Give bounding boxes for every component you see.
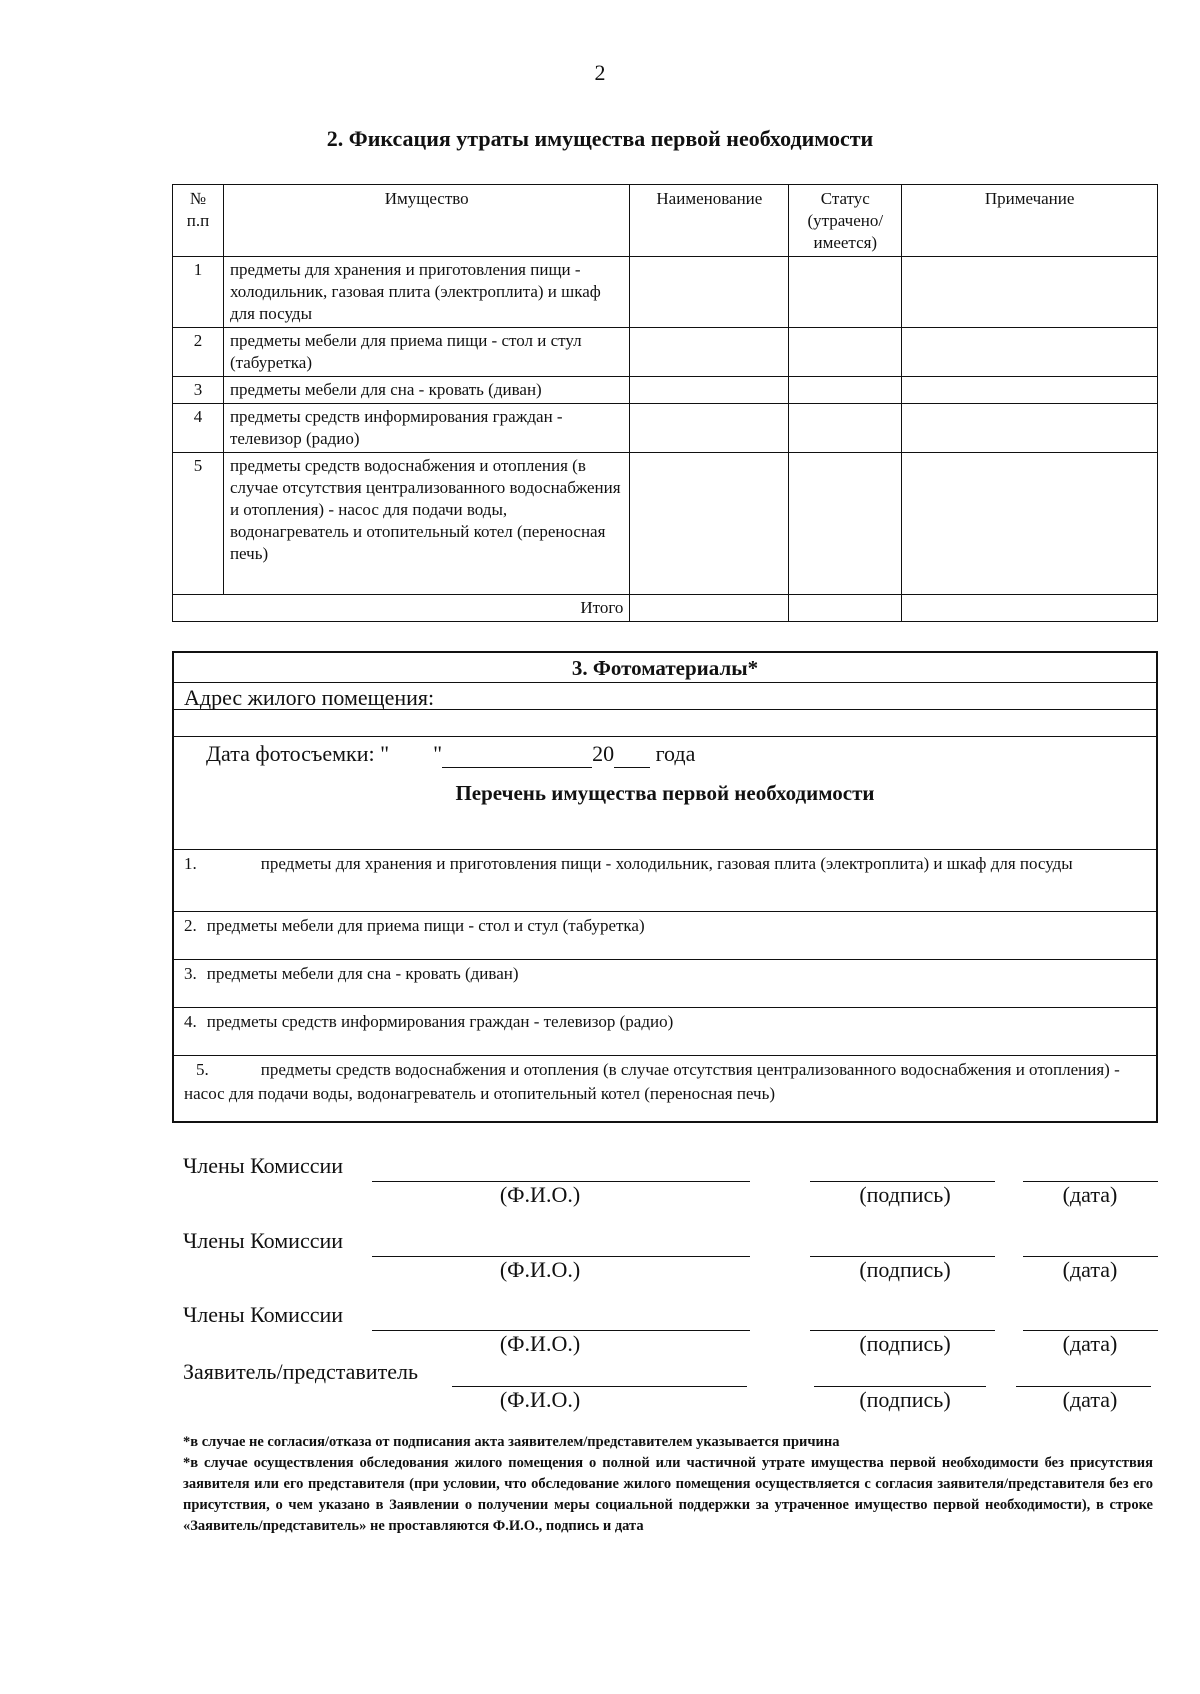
total-name-cell[interactable] — [630, 595, 789, 622]
list-item-num: 2. — [184, 916, 197, 935]
photo-date-year-prefix: 20 — [592, 741, 615, 766]
property-list-title: Перечень имущества первой необходимости — [174, 737, 1156, 850]
list-item-text: предметы средств водоснабжения и отопления (в случае отсутствия централизованного водоснабжения и отопления) - насос для подачи воды, водонагреватель и отопительный котел (переносная печь) — [184, 1060, 1120, 1103]
table-row — [173, 257, 1158, 328]
row-status-cell[interactable] — [789, 328, 902, 377]
footnote-1: *в случае не согласия/отказа от подписания акта заявителем/представителем указывается причина — [183, 1434, 840, 1450]
row-name-cell[interactable] — [630, 377, 789, 404]
row-name-cell[interactable] — [630, 404, 789, 453]
table-row — [173, 328, 1158, 377]
list-item — [174, 1008, 1156, 1056]
list-item — [174, 960, 1156, 1008]
fio-caption: (Ф.И.О.) — [499, 1331, 581, 1356]
list-item-num: 3. — [184, 964, 197, 983]
commission-member-label: Члены Комиссии — [183, 1302, 344, 1327]
row-name-cell[interactable] — [630, 328, 789, 377]
row-property: предметы средств информирования граждан - телевизор (радио) — [223, 404, 629, 453]
date-caption: (дата) — [1062, 1182, 1118, 1207]
list-item-text: предметы мебели для сна - кровать (диван) — [206, 964, 519, 983]
fio-caption: (Ф.И.О.) — [499, 1257, 581, 1282]
applicant-label: Заявитель/представитель — [183, 1359, 418, 1384]
photo-date-label: Дата фотосъемки: " " — [206, 741, 443, 766]
date-caption: (дата) — [1062, 1387, 1118, 1412]
row-note-cell[interactable] — [902, 328, 1158, 377]
section-2-title: 2. Фиксация утраты имущества первой необходимости — [326, 126, 874, 151]
row-name-cell[interactable] — [630, 257, 789, 328]
row-num: 3 — [173, 377, 224, 404]
fio-caption: (Ф.И.О.) — [499, 1182, 581, 1207]
row-name-cell[interactable] — [630, 453, 789, 595]
row-property: предметы для хранения и приготовления пищи - холодильник, газовая плита (электроплита) и шкаф для посуды — [223, 257, 629, 328]
list-item-num: 5. — [196, 1060, 209, 1079]
list-item — [174, 850, 1156, 912]
list-item-text: предметы средств информирования граждан - телевизор (радио) — [206, 1012, 674, 1031]
row-note-cell[interactable] — [902, 377, 1158, 404]
commission-member-label: Члены Комиссии — [183, 1153, 344, 1178]
row-status-cell[interactable] — [789, 453, 902, 595]
signature-caption: (подпись) — [859, 1182, 951, 1207]
total-status-cell[interactable] — [789, 595, 902, 622]
address-field[interactable] — [174, 683, 1156, 710]
section-3-title: 3. Фотоматериалы* — [174, 653, 1156, 683]
signature-caption: (подпись) — [859, 1331, 951, 1356]
row-num: 4 — [173, 404, 224, 453]
row-property: предметы мебели для сна - кровать (диван) — [223, 377, 629, 404]
row-note-cell[interactable] — [902, 404, 1158, 453]
row-property: предметы мебели для приема пищи - стол и стул (табуретка) — [223, 328, 629, 377]
table-row — [173, 453, 1158, 595]
row-note-cell[interactable] — [902, 257, 1158, 328]
header-status: Статус (утрачено/ имеется) — [789, 185, 902, 257]
row-property: предметы средств водоснабжения и отопления (в случае отсутствия централизованного водоснабжения и отопления) - насос для подачи воды, водонагреватель и отопительный котел (переносная печь) — [223, 453, 629, 595]
photo-date-year-suffix: года — [655, 741, 696, 766]
property-loss-table — [172, 184, 1158, 622]
header-num: № п.п — [173, 185, 224, 257]
address-label: Адрес жилого помещения: — [184, 685, 435, 710]
footnotes — [183, 1432, 1153, 1537]
signature-caption: (подпись) — [859, 1387, 951, 1412]
list-item — [174, 1056, 1156, 1152]
list-item-text: предметы мебели для приема пищи - стол и стул (табуретка) — [206, 916, 645, 935]
header-name: Наименование — [630, 185, 789, 257]
table-row — [173, 377, 1158, 404]
header-property: Имущество — [223, 185, 629, 257]
row-status-cell[interactable] — [789, 377, 902, 404]
fio-caption: (Ф.И.О.) — [499, 1387, 581, 1412]
photo-materials-section — [172, 651, 1158, 1123]
photo-date-field[interactable] — [174, 710, 1156, 766]
commission-member-label: Члены Комиссии — [183, 1228, 344, 1253]
total-row — [173, 595, 1158, 622]
row-num: 5 — [173, 453, 224, 595]
total-label: Итого — [173, 595, 630, 622]
list-item-text: предметы для хранения и приготовления пищи - холодильник, газовая плита (электроплита) и шкаф для посуды — [260, 854, 1073, 873]
row-num: 1 — [173, 257, 224, 328]
list-item-num: 4. — [184, 1012, 197, 1031]
row-note-cell[interactable] — [902, 453, 1158, 595]
list-item-num: 1. — [184, 854, 197, 873]
list-item — [174, 912, 1156, 960]
table-row — [173, 404, 1158, 453]
date-caption: (дата) — [1062, 1331, 1118, 1356]
row-status-cell[interactable] — [789, 257, 902, 328]
footnote-2: *в случае осуществления обследования жилого помещения о полной или частичной утрате имущества первой необходимости без присутствия заявителя или его представителя (при условии, что обследование жилого помещения осуществляется с согласия заявителя/представителя без его присутствия, о чем указано в Заявлении о получении меры социальной поддержки за утраченное имущество первой необходимости), в строке «Заявитель/представитель» не проставляются Ф.И.О., подпись и дата — [183, 1455, 1153, 1534]
row-status-cell[interactable] — [789, 404, 902, 453]
header-note: Примечание — [902, 185, 1158, 257]
page-number: 2 — [594, 60, 606, 85]
signature-caption: (подпись) — [859, 1257, 951, 1282]
table-header-row — [173, 185, 1158, 257]
date-caption: (дата) — [1062, 1257, 1118, 1282]
row-num: 2 — [173, 328, 224, 377]
total-note-cell[interactable] — [902, 595, 1158, 622]
